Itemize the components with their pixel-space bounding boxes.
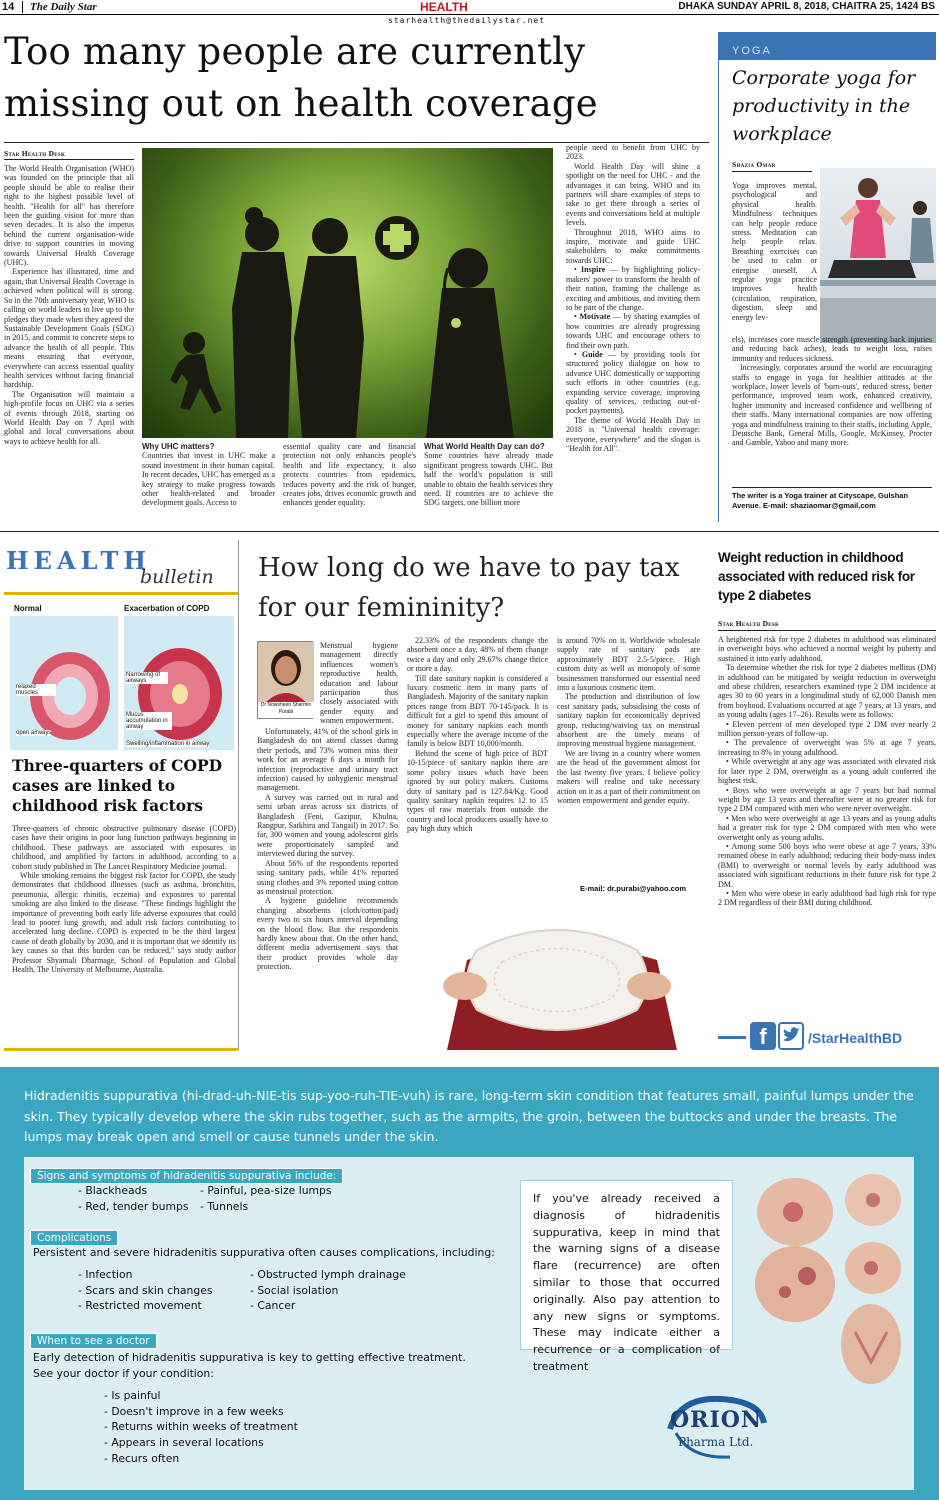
copd-label: open airways bbox=[16, 730, 52, 736]
femininity-para: We are living in a country where women are the head of the government almost for the last twenty five years. I believe policy makers will realise and take necessary action on it as a part of their commitment on women empowerment and gender equity. bbox=[557, 748, 700, 805]
lead-para: The theme of World Health Day in 2018 is "Universal health coverage: everyone, everywhere" and the slogan is "Health for All". bbox=[566, 415, 700, 453]
lead-para: The World Health Organisation (WHO) was founded on the principle that all people should be able to realise their right to the highest possible level of health. "Health for all" has therefore been the guiding vision for more than seven decades. It is also the impetus behind the current organisation-wide drive to support countries in moving towards Universal Health Coverage (UHC). bbox=[4, 164, 134, 268]
why-uhc-block bbox=[142, 442, 275, 508]
list-item: - Red, tender bumps bbox=[78, 1199, 189, 1213]
ad-intro: Hidradenitis suppurativa (hi-drad-uh-NIE-tis sup-yoo-ruh-TIE-vuh) is rare, long-term skin condition that features small, painful lumps under the skin. They typically develop where the skin rubs together, such as the armpits, the groin, between the buttocks and under the breasts. The lumps may break open and smell or cause tunnels under the skin. bbox=[24, 1088, 914, 1144]
world-health-day-block bbox=[424, 442, 553, 508]
femininity-para: is around 70% on it. Worldwide wholesale supply rate of sanitary pads are approximately BDT 2.5-5/piece. High custom duty as well as monopoly of some businessmen transformed our essential need into a luxurious cosmetic item. bbox=[557, 636, 700, 693]
list-item: - Cancer bbox=[250, 1299, 296, 1313]
bullet-label: Inspire bbox=[581, 265, 606, 275]
dateline: DHAKA SUNDAY APRIL 8, 2018, CHAITRA 25, 1424 BS bbox=[678, 1, 935, 12]
bullet-text: — by sharing examples of how countries are already progressing towards UHC and encourage others to find their own path. bbox=[566, 312, 700, 350]
complications-tag-wrap bbox=[30, 1226, 118, 1245]
uhc-illustration bbox=[142, 148, 553, 438]
bulletin-subtitle: bulletin bbox=[140, 566, 214, 588]
copd-para: Three-quarters of chronic obstructive pulmonary disease (COPD) cases have their origins in poor lung function pathways beginning in childhood. These pathways are associated with exposures in childhood, and amplified by factors in adulthood, according to a cohort study published in The Lancet Respiratory Medicine journal. bbox=[12, 824, 236, 871]
weight-bullet: • Eleven percent of men developed type 2 DM over nearly 2 million person-years of follow-up. bbox=[718, 719, 936, 739]
copd-label-exacerbation: Exacerbation of COPD bbox=[124, 604, 210, 613]
list-item: - Recurs often bbox=[104, 1451, 180, 1465]
signs-tag-wrap bbox=[30, 1164, 343, 1183]
lead-headline: Too many people are currently missing out on health coverage bbox=[4, 30, 598, 125]
femininity-col1-narrow bbox=[320, 641, 398, 726]
section-email[interactable]: starhealth@thedailystar.net bbox=[388, 16, 546, 25]
doctor-intro-line: Early detection of hidradenitis suppurativa is key to getting effective treatment. bbox=[33, 1351, 466, 1364]
femininity-para: Till date sanitary napkin is considered a luxury cosmetic item in many parts of Bangladesh. Majority of the sanitary napkin prices range from BDT 70-145/pack. It is difficult for a girl to spend this amount of money for sanitary napkins each month especially where the average income of the family is below BDT 10,000/month. bbox=[407, 673, 548, 749]
femininity-para: Menstrual hygiene management directly influences women's reproductive health, education and labour participation thus closely associated with gender equity and women empowerment. bbox=[320, 641, 398, 726]
femininity-col3 bbox=[557, 636, 700, 805]
header-divider bbox=[22, 1, 23, 13]
weight-bullet: • The prevalence of overweight was 5% at age 7 years, increasing to 8% in young adulthood. bbox=[718, 738, 937, 757]
divider bbox=[732, 487, 932, 488]
bullet-item: • Guide — by providing tools for structured policy dialogue on how to advance UHC domestically or supporting such efforts in other countries (e.g. expanding service coverage, improving quality of services, reducing out-of-pocket payments). bbox=[566, 349, 700, 416]
complications-tag: Complications bbox=[30, 1230, 118, 1246]
doctor-tag-wrap bbox=[30, 1329, 157, 1348]
social-handle[interactable]: /StarHealthBD bbox=[808, 1030, 903, 1046]
weight-headline: Weight reduction in childhood associated with reduced risk for type 2 diabetes bbox=[718, 550, 915, 603]
bullet-label: Guide bbox=[581, 349, 603, 359]
author-portrait-icon bbox=[258, 642, 314, 704]
lead-column-1 bbox=[4, 164, 134, 446]
yoga-kicker: YOGA bbox=[732, 45, 772, 57]
complications-list-right bbox=[250, 1267, 406, 1314]
list-item: - Painful, pea-size lumps bbox=[200, 1184, 332, 1197]
copd-label: Swelling/inflammation in airway bbox=[126, 741, 210, 747]
lead-byline: Star Health Desk bbox=[4, 149, 66, 158]
signs-list-right bbox=[200, 1183, 332, 1214]
twitter-icon[interactable] bbox=[778, 1022, 804, 1050]
weight-bullet: • Men who were overweight at age 13 years and as young adults had a greater risk for type 2 DM compared with men who were overweight only as young adults. bbox=[718, 813, 936, 842]
yoga-byline: Shazia Omar bbox=[732, 160, 776, 169]
divider bbox=[4, 159, 134, 160]
copd-para: While smoking remains the biggest risk factor for COPD, the study demonstrates that childhood illnesses (such as asthma, bronchitis, pneumonia, allergic rhinitis, eczema) and exposures to parental smoking are also linked to the disease. "These findings highlight the importance of preventing both early life adverse exposures that could lead to poorer lung growth, and adult risk factors contributing to accelerated lung decline. COPD is expected to be the third largest cause of death globally by 2030, and it is important that we identify its key causes so that this burden can be reduced," says study author Professor Shyamali Dharmage, School of Population and Global Health, The University of Melbourne, Australia. bbox=[12, 871, 236, 975]
femininity-para: Unfortunately, 41% of the school girls in Bangladesh do not attend classes during their periods, and 73% women miss their work for an average 6 days a month for infection (reproductive and urinary tract infection) caused by unhygienic menstrual management. bbox=[257, 727, 398, 793]
twitter-bird-icon bbox=[780, 1024, 802, 1048]
weight-bullet: • While overweight at any age was associated with elevated risk for later type 2 DM, overweight as a young adult conferred the highest risk. bbox=[718, 757, 937, 786]
section-title: HEALTH bbox=[420, 0, 468, 14]
doctor-tag: When to see a doctor bbox=[30, 1333, 157, 1349]
facebook-icon[interactable]: f bbox=[750, 1022, 776, 1050]
lead-para: The Organisation will maintain a high-profile focus on UHC via a series of events through 2018, starting on World Health Day on 7 April with global and local conversations about ways to achieve health for all. bbox=[4, 389, 134, 446]
yoga-para: Increasingly, corporates around the world are encouraging staffs to engage in yoga for healthier attitudes at the workplace, lower levels of 'burn-outs', reduced stress, better performance, improved team work, enhanced creativity, higher immunity and increased confidence and wellbeing of their staffs. Many international companies are now offering yoga and mindfulness training to their staffs, including Apple, Deutsche Bank, General Mills, Google, McKinsey, Procter and Gamble, Yahoo and many more. bbox=[732, 363, 932, 448]
world-health-day-text: Some countries have already made significant progress towards UHC. But half the world's population is still unable to obtain the health services they need. If countries are to achieve the SDG targets, one billion more bbox=[424, 451, 553, 508]
orion-logo bbox=[660, 1393, 770, 1465]
lead-para: World Health Day will shine a spotlight on the need for UHC - and the advantages it can bring. WHO and its partners will share examples of steps to take to get there through a series of events and conversations held at multiple levels. bbox=[566, 161, 700, 228]
yoga-para: els), increases core muscle strength (preventing back injuries and reducing back aches), leads to weight loss, raises immunity and reduces sickness. bbox=[732, 335, 932, 363]
orion-brand-sub: Pharma Ltd. bbox=[678, 1435, 754, 1449]
bullet-text: — by providing tools for structured policy dialogue on how to advance UHC domestically or supporting such efforts in other countries (e.g. expanding service coverage, improving quality of services, reducing out-of-pocket payments). bbox=[566, 349, 700, 416]
weight-para: To determine whether the risk for type 2 diabetes mellitus (DM) in adulthood can be mitigated by weight reduction in overweight and obese children, researchers examined type 2 DM incidence at ages 30 to 60 years in a longitudinal study of 62,000 Danish men from boyhood. Evaluations occurred at age 7 years, at 13 years, and as young adults (ages 17–26). Results were as follows: bbox=[718, 663, 936, 720]
bullet-label: Motivate bbox=[579, 312, 611, 322]
femininity-para: A survey was carried out in rural and semi urban areas across six districts of Bangladesh (Feni, Gazipur, Khulna, Rangpur, Satkhira and Tangail) in 2017. So far, 300 women and young adolescent girls were proportionately sampled and interviewed during the survey. bbox=[257, 792, 398, 859]
copd-label-normal: Normal bbox=[14, 604, 42, 613]
page-number: 14 bbox=[2, 1, 15, 13]
ad-photos bbox=[745, 1172, 905, 1392]
signs-tag: Signs and symptoms of hidradenitis suppurativa include: bbox=[30, 1168, 343, 1184]
list-item: - Tunnels bbox=[200, 1199, 249, 1213]
femininity-col2 bbox=[407, 636, 548, 834]
doctor-intro bbox=[33, 1350, 513, 1381]
lead-para: Experience has illustrated, time and again, that Universal Health Coverage is achieved when political will is strong. So in the 70th anniversary year, WHO is calling on world leaders to live up to the pledges they made when they agreed the Sustainable Development Goals (SDG) in 2015, and commit to concrete steps to advance the health of all people. This means ensuring that everyone, everywhere can access essential quality health services without facing financial hardship. bbox=[4, 267, 134, 390]
lead-column-3 bbox=[283, 442, 416, 508]
list-item: - Blackheads bbox=[78, 1184, 148, 1197]
bulletin-rule bbox=[4, 1048, 238, 1051]
author-caption: Dr Nowsheen Sharmin Purabi bbox=[258, 702, 314, 718]
copd-label: Mucus accumulation in airway bbox=[126, 712, 172, 730]
bullet-text: — by highlighting policy-makers' power to transform the health of their nation, framing the challenge as exciting and ambitious, and inviting them to be part of the change. bbox=[566, 265, 700, 312]
lead-para: Throughout 2018, WHO aims to inspire, motivate and guide UHC stakeholders to make commitments towards UHC: bbox=[566, 227, 700, 265]
copd-headline: Three-quarters of COPD cases are linked to childhood risk factors bbox=[12, 756, 223, 815]
complications-intro: Persistent and severe hidradenitis suppurativa often causes complications, including: bbox=[33, 1246, 495, 1259]
doctor-intro-line: See your doctor if your condition: bbox=[33, 1366, 214, 1380]
lead-para: essential quality care and financial protection not only enhances people's health and life expectancy, it also protects countries from epidemics, reduces poverty and the risk of hunger, creates jobs, drives economic growth and enhances gender equality. bbox=[283, 442, 416, 508]
yoga-text-narrow bbox=[732, 181, 817, 322]
femininity-para: About 56% of the respondents reported using sanitary pads, while 41% reported using clothes and 3% reported using cotton as menstrual protection. bbox=[257, 858, 398, 896]
why-uhc-text: Countries that invest in UHC make a sound investment in their human capital. In recent decades, UHC has emerged as a key strategy to make progress towards other health-related and broader development goals. Access to bbox=[142, 451, 275, 508]
bulletin-title: HEALTH bbox=[6, 546, 152, 575]
weight-bullet-text: Men who were obese in early adulthood had high risk for type 2 DM regardless of their BMI during childhood. bbox=[718, 888, 936, 908]
world-health-day-heading: What World Health Day can do? bbox=[424, 442, 545, 451]
yoga-people-icon bbox=[820, 168, 936, 343]
list-item: - Restricted movement bbox=[78, 1299, 202, 1313]
weight-para: A heightened risk for type 2 diabetes in adulthood was eliminated in overweight boys who achieved a normal weight by puberty and sustained it into early adulthood. bbox=[718, 635, 936, 663]
orion-brand: ORION bbox=[670, 1407, 763, 1433]
social-rule bbox=[718, 1036, 746, 1039]
paper-name: The Daily Star bbox=[30, 1, 97, 13]
list-item: - Scars and skin changes bbox=[78, 1283, 213, 1297]
list-item: - Social isolation bbox=[250, 1283, 339, 1297]
copd-text bbox=[12, 824, 236, 975]
weight-bullet-text: Boys who were overweight at age 7 years but had normal weight by age 13 years and thereafter were at no greater risk for type 2 DM compared with men who were never overweight. bbox=[718, 785, 936, 814]
list-item: - Obstructed lymph drainage bbox=[250, 1268, 406, 1281]
yoga-text-wide bbox=[732, 335, 932, 448]
weight-bullet: • Boys who were overweight at age 7 years but had normal weight by age 13 years and thereafter were at no greater risk for type 2 DM compared with men who were never overweight. bbox=[718, 785, 936, 814]
bullet-item: • Inspire — by highlighting policy-makers' power to transform the health of their nation, framing the challenge as exciting and ambitious, and inviting them to be part of the change. bbox=[566, 265, 700, 312]
list-item: - Is painful bbox=[104, 1389, 161, 1402]
femininity-email[interactable]: E-mail: dr.purabi@yahoo.com bbox=[580, 884, 687, 893]
bulletin-rule bbox=[4, 592, 238, 595]
weight-bullet: • Among some 500 boys who were obese at age 7 years, 33% remained obese in early adulthood; reducing their body-mass index (BMI) to overweight or normal levels by early adulthood was associated with significant reductions in their future risk for type 2 DM. bbox=[718, 841, 936, 889]
weight-bullet-text: Men who were overweight at age 13 years and as young adults had a greater risk for type 2 DM compared with men who were overweight only as young adults. bbox=[718, 813, 936, 842]
weight-bullet-text: Among some 500 boys who were obese at age 7 years, 33% remained obese in early adulthood; reducing their body-mass index (BMI) to overweight or normal levels by early adulthood was associated with significant reductions in their future risk for type 2 DM. bbox=[718, 841, 936, 889]
yoga-border bbox=[718, 32, 719, 522]
yoga-photo bbox=[820, 168, 936, 343]
weight-bullet-text: The prevalence of overweight was 5% at age 7 years, increasing to 8% in young adulthood. bbox=[718, 738, 937, 757]
copd-diagram bbox=[8, 602, 236, 752]
list-item: - Infection bbox=[78, 1268, 133, 1281]
femininity-para: The production and distribution of low cost sanitary pads, subsidising the costs of sanitary napkin for economically deprived group, reducing/waiving tax on menstrual absorbent are the timely means of improving menstrual hygiene management. bbox=[557, 692, 700, 749]
ad-note-box: If you've already received a diagnosis of hidradenitis suppurativa, keep in mind that the warning signs of a disease flare (recurrence) are often similar to those that occurred originally. Also pay attention to any new signs or symptoms. These may indicate either a recurrence or a complication of treatment bbox=[520, 1180, 733, 1350]
femininity-col1 bbox=[257, 727, 398, 972]
femininity-para: A hygiene guideline recommends changing absorbents (cloth/cotton/pad) every two to six hours interval depending on the blood flow. But the respondents hardly knew about that. On the other hand, different media advertisement says that their product provides whole day protection. bbox=[257, 896, 398, 972]
divider bbox=[238, 540, 239, 1050]
copd-label: Narrowing of airways bbox=[126, 672, 168, 684]
lead-para: people need to benefit from UHC by 2023. bbox=[566, 143, 700, 162]
divider bbox=[0, 531, 939, 532]
divider bbox=[732, 171, 812, 172]
list-item: - Doesn't improve in a few weeks bbox=[104, 1404, 284, 1418]
femininity-para: Behind the scene of high price of BDT 10-15/piece of sanitary napkin there are some policy issues which have been ignored by our policy makers. Customs duty of sanitary pad is 127.84/Kg. Good quality sanitary napkin requires 12 to 15 types of raw materials from outside the country and local producers usually have to pay high duty which bbox=[407, 748, 548, 834]
weight-bullet-text: Eleven percent of men developed type 2 DM over nearly 2 million person-years of follow-up. bbox=[718, 719, 936, 739]
weight-bullet: • Men who were obese in early adulthood had high risk for type 2 DM regardless of their BMI during childhood. bbox=[718, 888, 936, 908]
femininity-headline: How long do we have to pay tax for our femininity? bbox=[258, 553, 680, 623]
divider bbox=[718, 630, 936, 631]
list-item: - Appears in several locations bbox=[104, 1436, 264, 1450]
lead-column-4 bbox=[566, 143, 700, 453]
weight-text bbox=[718, 635, 936, 908]
yoga-author-note: The writer is a Yoga trainer at Cityscape, Gulshan Avenue. E-mail: shaziaomar@gmail.com bbox=[732, 491, 909, 510]
femininity-para: 22.33% of the respondents change the absorbent once a day, 48% of them change twice a day and only 29.67% change thrice or more a day. bbox=[407, 636, 548, 674]
weight-byline: Star Health Desk bbox=[718, 619, 780, 628]
sanitary-pad-photo bbox=[407, 900, 707, 1050]
copd-label: relaxed muscles bbox=[16, 684, 56, 696]
skin-condition-photos-icon bbox=[745, 1172, 905, 1392]
silhouette-family-icon bbox=[142, 148, 553, 438]
why-uhc-heading: Why UHC matters? bbox=[142, 442, 215, 451]
sanitary-pad-icon bbox=[407, 900, 707, 1050]
yoga-headline: Corporate yoga for productivity in the workplace bbox=[732, 67, 916, 145]
doctor-list bbox=[104, 1388, 298, 1467]
author-photo bbox=[257, 641, 313, 719]
complications-list-left bbox=[78, 1267, 213, 1314]
weight-bullet-text: While overweight at any age was associated with elevated risk for later type 2 DM, overweight as a young adult conferred the highest risk. bbox=[718, 757, 937, 786]
yoga-para: Yoga improves mental, psychological and physical health. Mindfulness techniques can help people reduce stress. Meditation can help people relax. Breathing exercises can be used to calm or energise oneself. A regular yoga practice improves health (circulation, respiration, digestion, sleep and energy lev- bbox=[732, 181, 817, 322]
bullet-item: • Motivate — by sharing examples of how countries are already progressing towards UHC and encourage others to find their own path. bbox=[566, 312, 700, 350]
list-item: - Returns within weeks of treatment bbox=[104, 1420, 298, 1434]
signs-list-left bbox=[78, 1183, 188, 1214]
